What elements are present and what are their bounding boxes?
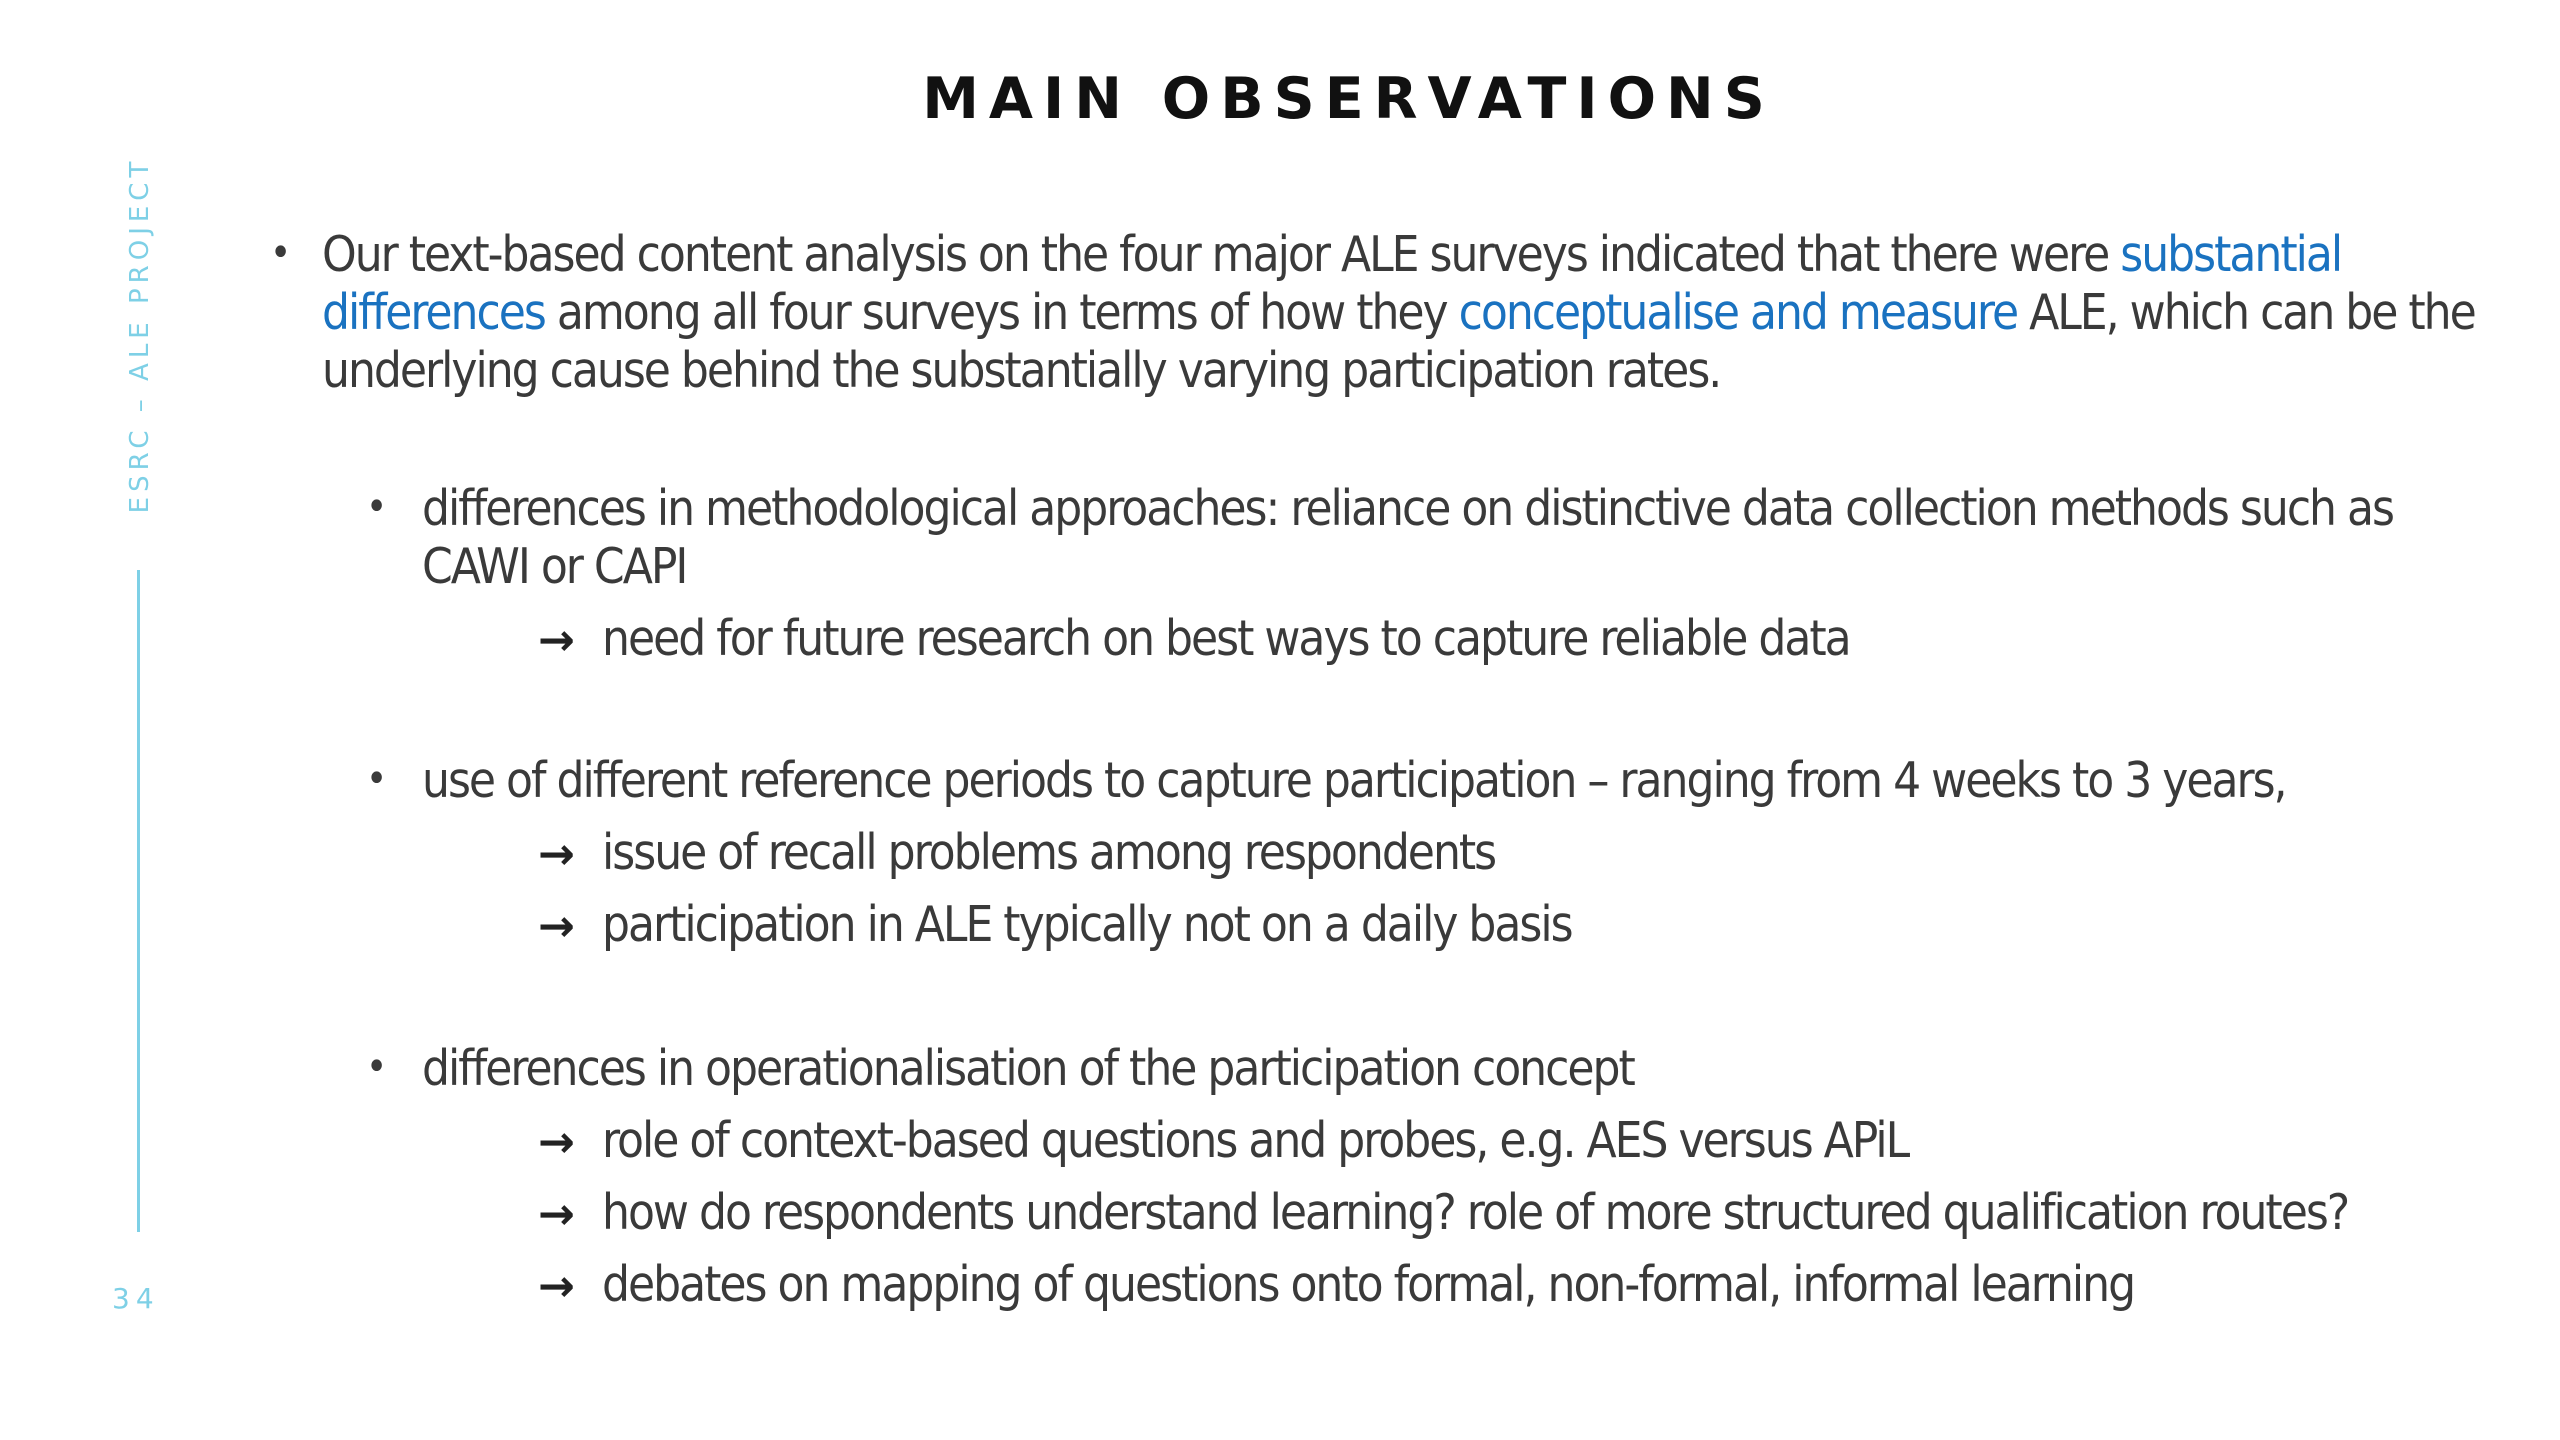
bullet-icon: • — [366, 1044, 386, 1090]
arrow-item — [538, 610, 1850, 670]
highlight-text: differences — [322, 284, 545, 341]
arrow-right-icon: → — [538, 1261, 573, 1312]
main-bullet-line-1 — [322, 226, 2341, 284]
arrow-item-text: how do respondents understand learning? role of more structured qualification routes? — [602, 1184, 2349, 1241]
main-text: among all four surveys in terms of how they — [544, 284, 1459, 341]
bullet-icon: • — [366, 756, 386, 802]
arrow-item-text: role of context-based questions and probes, e.g. AES versus APiL — [602, 1112, 1909, 1169]
arrow-right-icon: → — [538, 901, 573, 952]
arrow-right-icon: → — [538, 1189, 573, 1240]
arrow-right-icon: → — [538, 829, 573, 880]
arrow-right-icon: → — [538, 615, 573, 666]
arrow-item — [538, 1184, 2348, 1244]
arrow-item — [538, 896, 1572, 956]
arrow-item-text: participation in ALE typically not on a daily basis — [602, 896, 1572, 953]
bullet-icon: • — [366, 484, 386, 530]
bullet-icon: • — [270, 230, 290, 276]
sub-bullet-line: differences in methodological approaches: reliance on distinctive data collection methods such as — [422, 480, 2393, 537]
arrow-right-icon: → — [538, 1117, 573, 1168]
sub-bullet-line: differences in operationalisation of the participation concept — [422, 1040, 1634, 1097]
main-bullet-line-2 — [322, 284, 2475, 342]
highlight-text: conceptualise and measure — [1458, 284, 2018, 341]
arrow-item-text: issue of recall problems among respondents — [602, 824, 1496, 881]
sub-bullet-line: use of different reference periods to capture participation – ranging from 4 weeks to 3 years, — [422, 752, 2286, 809]
side-label-text: ESRC – ALE PROJECT — [125, 156, 155, 514]
arrow-item — [538, 1256, 2134, 1316]
slide-title: MAIN OBSERVATIONS — [922, 66, 1775, 132]
page-number: 34 — [112, 1282, 160, 1315]
highlight-text: substantial — [2120, 226, 2342, 283]
arrow-item — [538, 1112, 1908, 1172]
arrow-item-text: need for future research on best ways to capture reliable data — [602, 610, 1850, 667]
sub-bullet-line: CAWI or CAPI — [422, 538, 687, 595]
arrow-item-text: debates on mapping of questions onto formal, non-formal, informal learning — [602, 1256, 2135, 1313]
arrow-item — [538, 824, 1495, 884]
main-text: ALE, which can be the — [2017, 284, 2475, 341]
main-text: Our text-based content analysis on the four major ALE surveys indicated that there were — [322, 226, 2121, 283]
main-bullet-line-3: underlying cause behind the substantially varying participation rates. — [322, 342, 1721, 399]
